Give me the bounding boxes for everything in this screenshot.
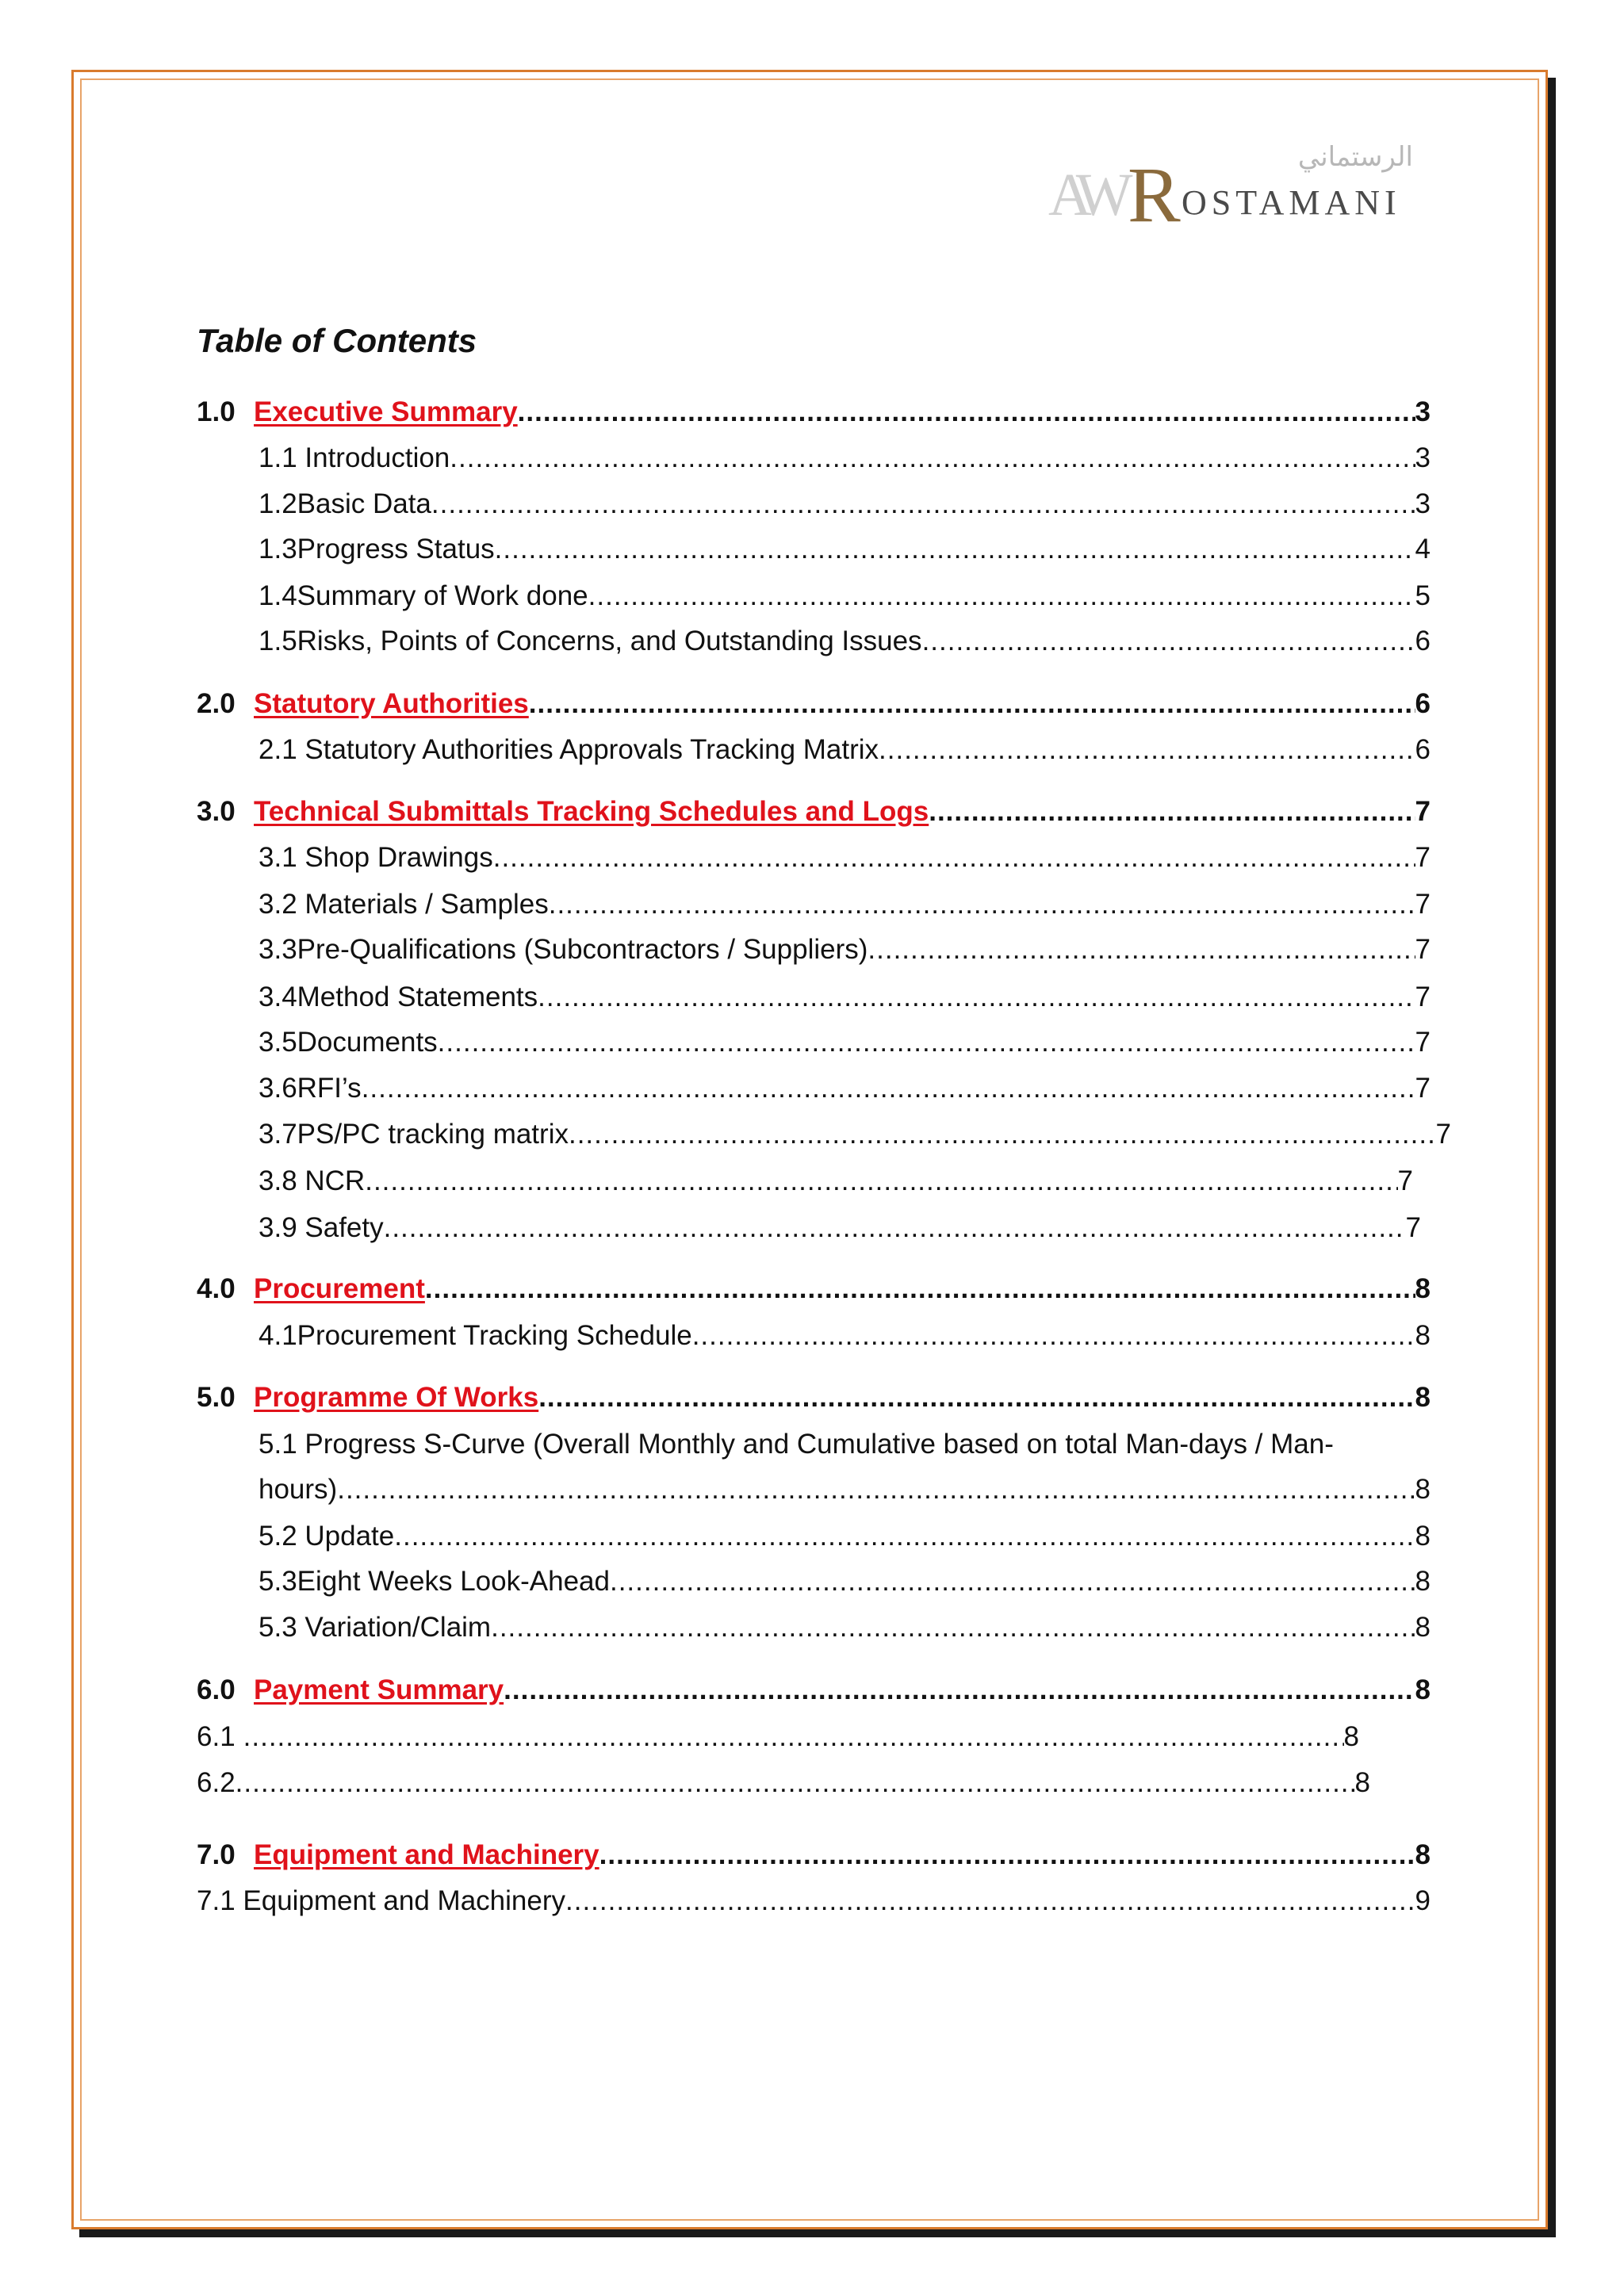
toc-section-link[interactable]: Procurement [254,1273,425,1304]
toc-leader-dots [394,1519,1415,1554]
toc-entry-title: hours) [259,1474,338,1505]
toc-entry-title: 5.2 Update [259,1521,395,1552]
toc-entry-ps-pc-matrix[interactable] [259,1117,1451,1152]
toc-page-number: 7 [1397,1165,1413,1196]
toc-leader-dots [438,1025,1415,1060]
toc-entry-6-1[interactable] [197,1720,1359,1755]
toc-section-link[interactable]: Technical Submittals Tracking Schedules and Logs [254,796,929,827]
toc-page-number: 3 [1415,442,1431,473]
toc-entry-equipment-machinery[interactable] [197,1838,1431,1873]
toc-section-number: 1.0 [197,396,236,427]
logo-arabic-text: الرستماني [1297,141,1413,173]
toc-leader-dots [538,980,1415,1015]
company-logo [1048,141,1413,239]
toc-entry-programme-of-works[interactable] [197,1380,1431,1415]
toc-leader-dots [529,687,1415,721]
toc-entry-procurement[interactable] [197,1272,1431,1307]
toc-page-number: 8 [1415,1474,1431,1505]
toc-section-link[interactable]: Payment Summary [254,1674,504,1705]
toc-page-number: 7 [1415,889,1431,920]
toc-entry-executive-summary[interactable] [197,395,1431,430]
toc-page-number: 7 [1415,1027,1431,1058]
toc-entry-title: 1.5Risks, Points of Concerns, and Outstanding Issues [259,626,922,656]
toc-section-number: 6.0 [197,1674,236,1705]
toc-page-number: 8 [1415,1566,1431,1597]
toc-page-number: 7 [1435,1119,1451,1150]
toc-entry-technical-submittals[interactable] [197,794,1431,829]
toc-entry-risks[interactable] [259,624,1431,659]
toc-section-number: 7.0 [197,1839,236,1870]
toc-entry-progress-s-curve[interactable] [259,1427,1431,1462]
toc-entry-summary-of-work[interactable] [259,579,1431,614]
toc-leader-dots [362,1071,1415,1106]
toc-leader-dots [450,441,1415,476]
toc-entry-rfis[interactable] [259,1071,1431,1106]
toc-entry-title: 2.1 Statutory Authorities Approvals Tracking Matrix [259,734,879,765]
toc-entry-safety[interactable] [259,1211,1421,1246]
toc-entry-title: 3.9 Safety [259,1212,384,1243]
toc-leader-dots [504,1673,1415,1708]
toc-entry-title: 5.3Eight Weeks Look-Ahead [259,1566,610,1597]
toc-entry-title: 1.4Summary of Work done [259,580,588,611]
toc-page-number: 7 [1415,796,1431,827]
toc-leader-dots [425,1272,1415,1307]
toc-entry-materials-samples[interactable] [259,887,1431,922]
toc-leader-dots [236,1766,1355,1800]
toc-entry-title: 3.2 Materials / Samples [259,889,549,920]
toc-leader-dots [692,1318,1415,1353]
toc-entry-ncr[interactable] [259,1164,1413,1199]
toc-leader-dots [337,1472,1415,1507]
toc-entry-look-ahead[interactable] [259,1564,1431,1599]
toc-entry-title: 1.3Progress Status [259,534,495,564]
toc-page-number: 8 [1415,1320,1431,1351]
toc-section-link[interactable]: Statutory Authorities [254,688,529,719]
toc-leader-dots [929,794,1415,829]
toc-leader-dots [599,1838,1415,1873]
toc-page-number: 8 [1343,1721,1359,1752]
toc-entry-progress-s-curve-cont[interactable] [259,1472,1431,1507]
logo-mark: AW [1048,162,1122,228]
toc-entry-pre-qualifications[interactable] [259,932,1431,967]
toc-leader-dots [868,932,1415,967]
toc-page-number: 7 [1415,982,1431,1012]
toc-page-number: 6 [1415,688,1431,719]
toc-leader-dots [493,840,1415,875]
toc-entry-title: 6.1 [197,1721,236,1752]
toc-entry-approvals-matrix[interactable] [259,733,1431,767]
toc-entry-title: 1.2Basic Data [259,488,431,519]
toc-entry-title: 3.8 NCR [259,1165,366,1196]
toc-entry-title: 3.1 Shop Drawings [259,842,493,873]
toc-leader-dots [491,1610,1415,1645]
toc-leader-dots [922,624,1415,659]
toc-page-number: 7 [1405,1212,1421,1243]
toc-entry-progress-status[interactable] [259,532,1431,567]
toc-leader-dots [549,887,1415,922]
toc-leader-dots [610,1564,1415,1599]
toc-entry-title: 1.1 Introduction [259,442,450,473]
toc-section-number: 5.0 [197,1382,236,1413]
toc-entry-title: 3.6RFI’s [259,1073,362,1104]
toc-leader-dots [384,1211,1406,1246]
toc-entry-title: 3.3Pre-Qualifications (Subcontractors / Suppliers) [259,934,868,965]
toc-entry-documents[interactable] [259,1025,1431,1060]
toc-page-number: 9 [1415,1885,1431,1916]
toc-page-number: 6 [1415,734,1431,765]
logo-initial: R [1128,151,1181,239]
toc-page-number: 8 [1415,1839,1431,1870]
toc-entry-shop-drawings[interactable] [259,840,1431,875]
toc-section-link[interactable]: Executive Summary [254,396,518,427]
toc-entry-procurement-schedule[interactable] [259,1318,1431,1353]
toc-leader-dots [588,579,1415,614]
toc-entry-title: 3.7PS/PC tracking matrix [259,1119,569,1150]
logo-wordmark: OSTAMANI [1182,183,1401,222]
toc-leader-dots [365,1164,1397,1199]
toc-section-number: 2.0 [197,688,236,719]
toc-page-number: 7 [1415,1073,1431,1104]
toc-page-number: 3 [1415,488,1431,519]
toc-leader-dots [565,1884,1415,1919]
toc-page-number: 7 [1415,934,1431,965]
toc-page-number: 8 [1415,1382,1431,1413]
toc-entry-basic-data[interactable] [259,487,1431,522]
toc-page-number: 8 [1415,1674,1431,1705]
toc-entry-equipment-machinery-sub[interactable] [197,1884,1431,1919]
toc-page-number: 8 [1415,1521,1431,1552]
toc-entry-title: 3.4Method Statements [259,982,538,1012]
toc-entry-update[interactable] [259,1519,1431,1554]
toc-page-number: 3 [1415,396,1431,427]
toc-section-number: 4.0 [197,1273,236,1304]
toc-leader-dots [243,1720,1344,1755]
toc-page-number: 7 [1415,842,1431,873]
toc-page-number: 8 [1415,1273,1431,1304]
toc-leader-dots [538,1380,1415,1415]
toc-entry-6-2[interactable] [197,1766,1370,1800]
toc-leader-dots [495,532,1415,567]
toc-section-link[interactable]: Equipment and Machinery [254,1839,599,1870]
toc-entry-statutory-authorities[interactable] [197,687,1431,721]
toc-leader-dots [569,1117,1436,1152]
toc-entry-title: 6.2 [197,1767,236,1798]
toc-leader-dots [879,733,1415,767]
toc-entry-variation-claim[interactable] [259,1610,1431,1645]
toc-page-number: 5 [1415,580,1431,611]
toc-leader-dots [431,487,1415,522]
toc-entry-method-statements[interactable] [259,980,1431,1015]
toc-leader-dots [518,395,1415,430]
toc-entry-title: 3.5Documents [259,1027,438,1058]
toc-page-number: 8 [1354,1767,1370,1798]
toc-page-number: 8 [1415,1612,1431,1643]
toc-entry-introduction[interactable] [259,441,1431,476]
toc-section-number: 3.0 [197,796,236,827]
toc-entry-title: 5.3 Variation/Claim [259,1612,492,1643]
toc-entry-title: 5.1 Progress S-Curve (Overall Monthly and Cumulative based on total Man-days / Man- [259,1429,1334,1460]
toc-title: Table of Contents [197,322,477,359]
toc-section-link[interactable]: Programme Of Works [254,1382,539,1413]
toc-page-number: 4 [1415,534,1431,564]
toc-page-number: 6 [1415,626,1431,656]
toc-entry-payment-summary[interactable] [197,1673,1431,1708]
toc-entry-title: 7.1 Equipment and Machinery [197,1885,565,1916]
toc-entry-title: 4.1Procurement Tracking Schedule [259,1320,692,1351]
